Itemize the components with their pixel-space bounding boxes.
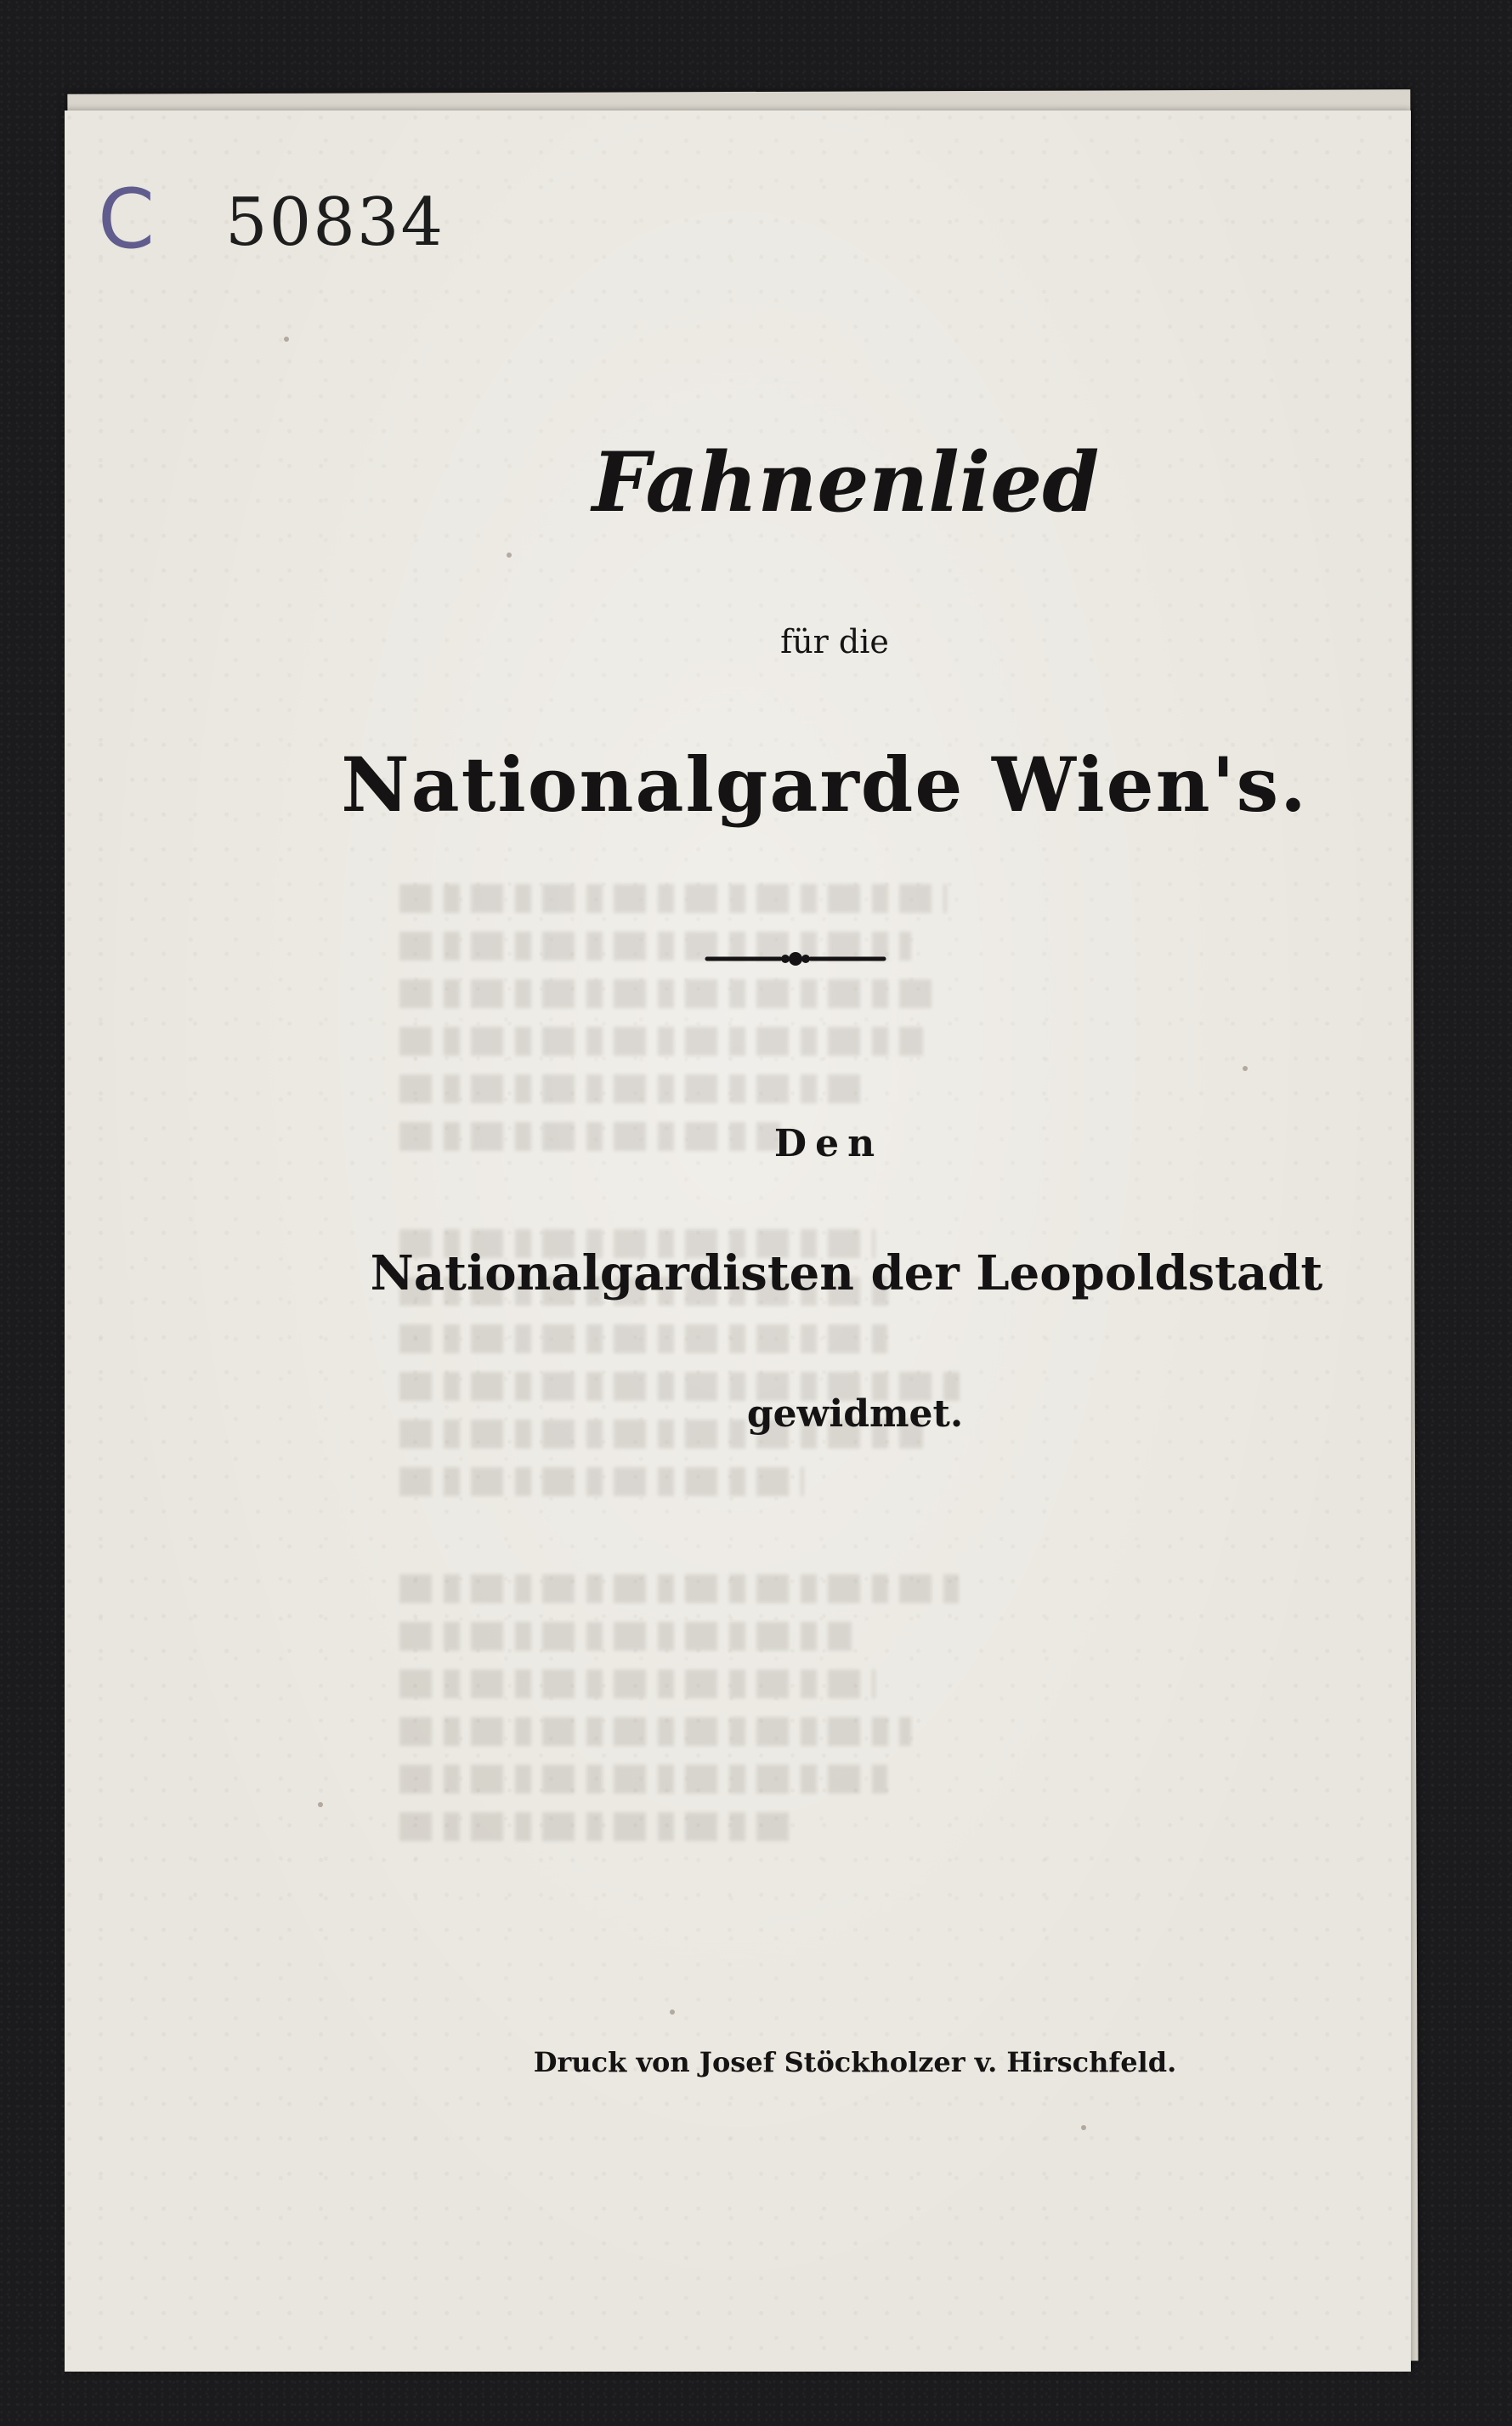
catalog-marking [98,172,489,270]
organization-name: Nationalgarde Wien's. [341,740,1308,829]
paper-speck [318,1802,323,1807]
bleed-line [399,1074,864,1103]
document-title: Fahnenlied [592,434,1100,530]
bleed-line [399,884,947,913]
paper-speck [507,553,512,558]
paper-speck [1243,1066,1248,1071]
bleed-line [399,1467,804,1496]
bleed-line [399,1027,923,1056]
bleed-line [399,979,935,1008]
paper-speck [670,2009,675,2015]
printer-imprint: Druck von Josef Stöckholzer v. Hirschfeld. [533,2046,1177,2078]
paper-speck [1081,2125,1086,2130]
document-subtitle: für die [780,623,889,660]
library-stamp-letter: C [98,172,156,267]
bleed-line [399,1669,875,1698]
call-number: 50834 [225,184,445,261]
paper-speck [284,337,289,342]
dedication-closing: gewidmet. [746,1392,964,1436]
ornament-rule-icon [702,944,889,974]
bleed-line [399,1717,911,1746]
bleed-line [399,1622,852,1651]
bleed-line [399,1812,792,1841]
bleed-line [399,1765,887,1794]
dedication-recipients: Nationalgardisten der Leopoldstadt [370,1245,1323,1301]
dedication-intro: Den [773,1122,884,1165]
bleed-line [399,1574,959,1603]
bleed-line [399,1324,887,1353]
